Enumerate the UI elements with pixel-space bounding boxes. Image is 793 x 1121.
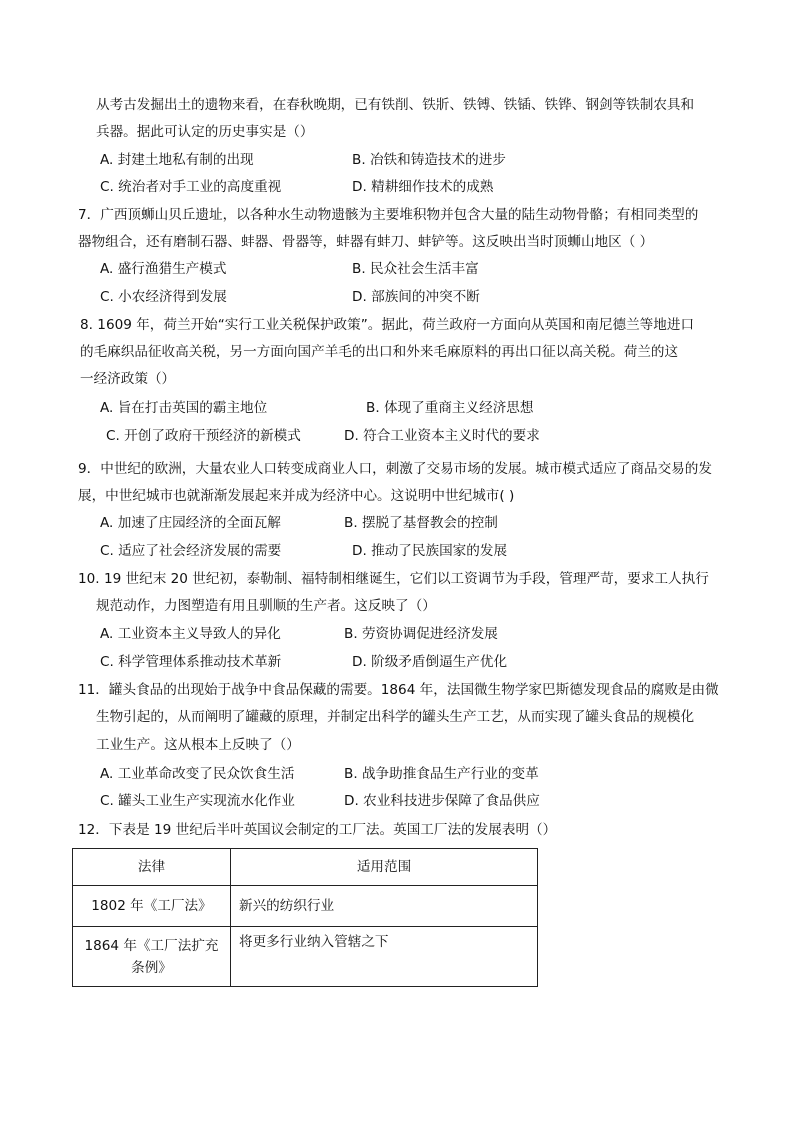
table-cell-law: 1864 年《工厂法扩充条例》: [73, 927, 231, 987]
q11-stem-line-2: 生物引起的，从而阐明了罐藏的原理，并制定出科学的罐头生产工艺，从而实现了罐头食品的规模化: [96, 709, 695, 725]
q10-stem-line-1: 10. 19 世纪末 20 世纪初，泰勒制、福特制相继诞生，它们以工资调节为手段，管理严苛，要求工人执行: [78, 571, 709, 587]
q8-option-b: B. 体现了重商主义经济思想: [366, 400, 534, 416]
q8-option-c: C. 开创了政府干预经济的新模式: [106, 428, 301, 444]
table-row: [73, 886, 538, 927]
q7-option-c: C. 小农经济得到发展: [100, 289, 227, 305]
q11-option-b: B. 战争助推食品生产行业的变革: [344, 766, 539, 782]
q6-option-d: D. 精耕细作技术的成熟: [352, 179, 494, 195]
q9-option-c: C. 适应了社会经济发展的需要: [100, 543, 282, 559]
q8-stem-line-3: 一经济政策（）: [80, 371, 176, 387]
q12-stem: 12．下表是 19 世纪后半叶英国议会制定的工厂法。英国工厂法的发展表明（）: [78, 822, 557, 838]
q6-option-a: A. 封建土地私有制的出现: [100, 152, 254, 168]
table-cell-scope: 新兴的纺织行业: [231, 886, 538, 927]
q7-stem-line-1: 7．广西顶蛳山贝丘遗址，以各种水生动物遗骸为主要堆积物并包含大量的陆生动物骨骼；有相同类型的: [78, 207, 699, 223]
q9-option-d: D. 推动了民族国家的发展: [352, 543, 508, 559]
q10-option-b: B. 劳资协调促进经济发展: [344, 626, 498, 642]
q6-option-c: C. 统治者对手工业的高度重视: [100, 179, 282, 195]
q11-stem-line-1: 11．罐头食品的出现始于战争中食品保藏的需要。1864 年，法国微生物学家巴斯德发现食品的腐败是由微: [78, 682, 719, 698]
q10-option-d: D. 阶级矛盾倒逼生产优化: [352, 654, 508, 670]
table-header-row: [73, 849, 538, 886]
q9-option-a: A. 加速了庄园经济的全面瓦解: [100, 515, 281, 531]
q7-option-d: D. 部族间的冲突不断: [352, 289, 480, 305]
q6-stem-line-2: 兵器。据此可认定的历史事实是（）: [96, 124, 314, 140]
q6-stem-line-1: 从考古发掘出土的遗物来看，在春秋晚期，已有铁削、铁斨、铁镈、铁锸、铁铧、钢剑等铁制农具和: [96, 97, 695, 113]
table-header-scope: 适用范围: [231, 849, 538, 886]
q9-option-b: B. 摆脱了基督教会的控制: [344, 515, 498, 531]
table-header-law: 法律: [73, 849, 231, 886]
q10-stem-line-2: 规范动作，力图塑造有用且驯顺的生产者。这反映了（）: [96, 598, 436, 614]
table-cell-scope: 将更多行业纳入管辖之下: [231, 927, 538, 987]
q7-option-a: A. 盛行渔猎生产模式: [100, 261, 227, 277]
q11-option-a: A. 工业革命改变了民众饮食生活: [100, 766, 295, 782]
q11-option-c: C. 罐头工业生产实现流水化作业: [100, 793, 295, 809]
q7-stem-line-2: 器物组合，还有磨制石器、蚌器、骨器等，蚌器有蚌刀、蚌铲等。这反映出当时顶蛳山地区（ ）: [78, 234, 654, 250]
q8-option-a: A. 旨在打击英国的霸主地位: [100, 400, 268, 416]
table-cell-law: 1802 年《工厂法》: [73, 886, 231, 927]
q11-stem-line-3: 工业生产。这从根本上反映了（）: [96, 737, 300, 753]
q8-stem-line-2: 的毛麻织品征收高关税，另一方面向国产羊毛的出口和外来毛麻原料的再出口征以高关税。荷兰的这: [80, 344, 679, 360]
q9-stem-line-1: 9．中世纪的欧洲，大量农业人口转变成商业人口，刺激了交易市场的发展。城市模式适应了商品交易的发: [78, 461, 712, 477]
table-row: [73, 927, 538, 987]
q10-option-a: A. 工业资本主义导致人的异化: [100, 626, 281, 642]
q6-option-b: B. 冶铁和铸造技术的进步: [352, 152, 506, 168]
q7-option-b: B. 民众社会生活丰富: [352, 261, 479, 277]
q11-option-d: D. 农业科技进步保障了食品供应: [344, 793, 540, 809]
q10-option-c: C. 科学管理体系推动技术革新: [100, 654, 282, 670]
q9-stem-line-2: 展，中世纪城市也就渐渐发展起来并成为经济中心。这说明中世纪城市( ): [78, 488, 515, 504]
factory-law-table: [72, 848, 538, 987]
q8-stem-line-1: 8. 1609 年，荷兰开始“实行工业关税保护政策”。据此，荷兰政府一方面向从英国和南尼德兰等地进口: [80, 317, 695, 333]
q8-option-d: D. 符合工业资本主义时代的要求: [344, 428, 540, 444]
